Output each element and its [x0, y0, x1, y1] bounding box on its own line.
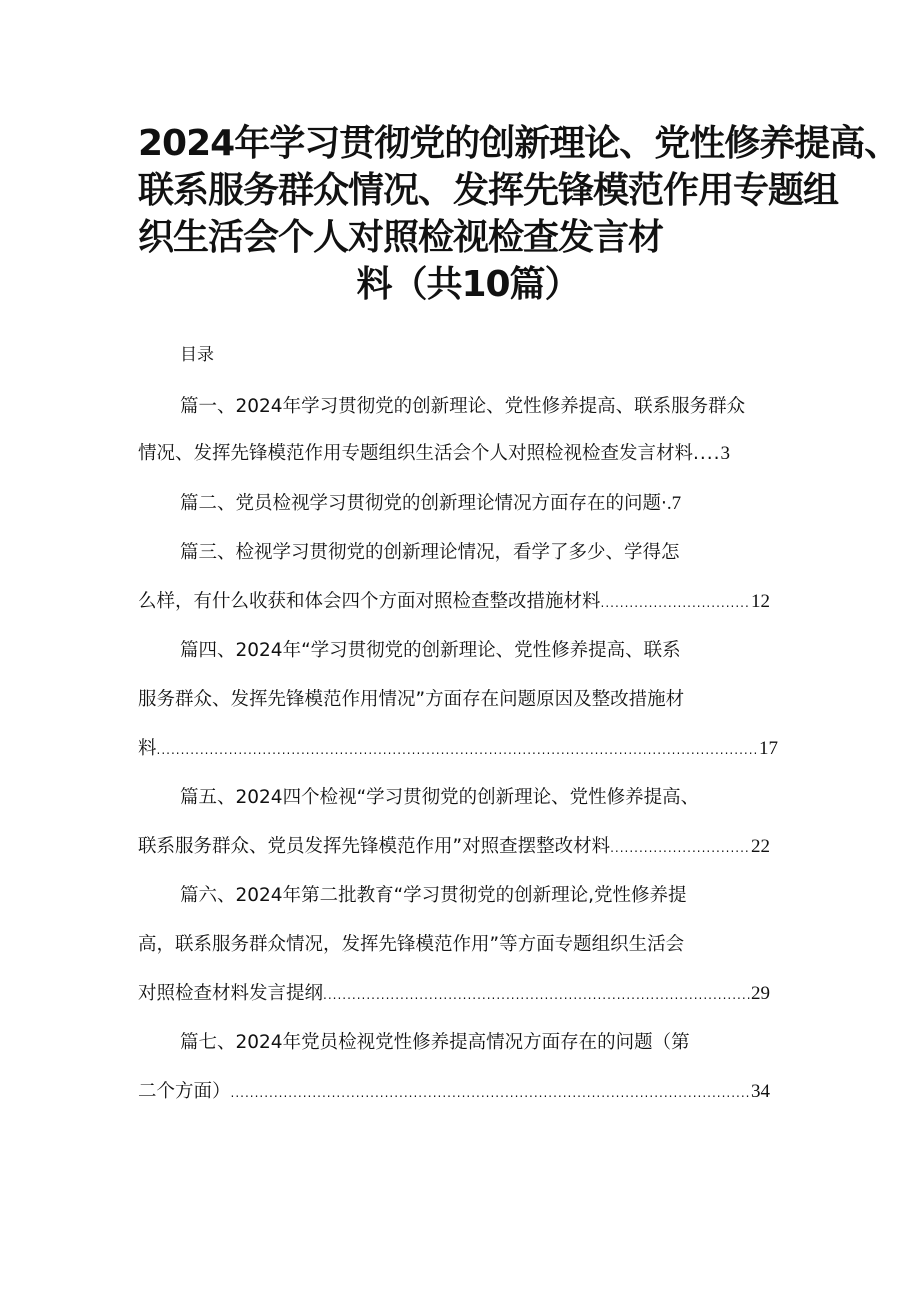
toc-entry-4-line-2: 服务群众、发挥先锋模范作用情况”方面存在问题原因及整改措施材 — [138, 689, 685, 710]
toc-entry-7-text: 二个方面） — [138, 1081, 231, 1102]
toc-entry-4-dots — [157, 737, 759, 763]
toc-entry-1-page: 3 — [720, 443, 731, 464]
toc-entry-6-page: 29 — [751, 983, 770, 1004]
toc-entry-3[interactable] — [138, 589, 770, 615]
document-title — [138, 120, 900, 308]
toc-entry-5-text: 联系服务群众、党员发挥先锋模范作用”对照查摆整改材料 — [138, 836, 611, 857]
toc-entry-6-line-1: 篇六、2024年第二批教育“学习贯彻党的创新理论,党性修养提 — [180, 885, 687, 906]
toc-entry-7-dots — [231, 1080, 751, 1106]
toc-entry-6-text: 对照检查材料发言提纲 — [138, 983, 324, 1004]
toc-entry-1-text: 情况、发挥先锋模范作用专题组织生活会个人对照检视检查发言材料 — [138, 443, 694, 464]
toc-entry-4-line-1: 篇四、2024年“学习贯彻党的创新理论、党性修养提高、联系 — [180, 640, 681, 661]
toc-entry-5-line-1: 篇五、2024四个检视“学习贯彻党的创新理论、党性修养提高、 — [180, 787, 700, 808]
toc-entry-2-text: 篇二、党员检视学习贯彻党的创新理论情况方面存在的问题 — [180, 493, 662, 514]
toc-entry-1[interactable] — [138, 441, 730, 467]
toc-entry-1-line-1: 篇一、2024年学习贯彻党的创新理论、党性修养提高、联系服务群众 — [180, 396, 746, 417]
toc-entry-3-line-1: 篇三、检视学习贯彻党的创新理论情况，看学了多少、学得怎 — [180, 542, 680, 563]
toc-entry-5-page: 22 — [751, 836, 770, 857]
toc-heading: 目录 — [180, 345, 214, 365]
toc-entry-3-text: 么样，有什么收获和体会四个方面对照检查整改措施材料 — [138, 591, 601, 612]
title-line-1: 2024年学习贯彻党的创新理论、党性修养提高、 — [138, 123, 900, 164]
toc-entry-7[interactable] — [138, 1079, 770, 1105]
toc-entry-6-line-2: 高，联系服务群众情况，发挥先锋模范作用”等方面专题组织生活会 — [138, 934, 685, 955]
toc-entry-4-page: 17 — [759, 738, 778, 759]
toc-entry-2[interactable] — [180, 491, 681, 517]
toc-entry-6-dots — [323, 982, 751, 1008]
title-line-3: 织生活会个人对照检视检查发言材 — [138, 217, 664, 258]
title-line-4: 料（共10篇） — [356, 264, 580, 305]
toc-entry-6[interactable] — [138, 981, 770, 1007]
title-line-2: 联系服务群众情况、发挥先锋模范作用专题组 — [138, 170, 839, 211]
toc-entry-7-page: 34 — [751, 1081, 770, 1102]
toc-entry-5-dots — [610, 835, 751, 861]
toc-entry-1-dots: .... — [693, 443, 721, 464]
toc-entry-3-page: 12 — [751, 591, 770, 612]
toc-entry-4-text: 料 — [138, 738, 157, 759]
toc-entry-5[interactable] — [138, 834, 770, 860]
toc-entry-4[interactable] — [138, 736, 778, 762]
toc-entry-7-line-1: 篇七、2024年党员检视党性修养提高情况方面存在的问题（第 — [180, 1032, 690, 1053]
toc-entry-2-page: .7 — [666, 493, 682, 514]
toc-entry-2-dots: · — [661, 493, 667, 514]
toc-entry-3-dots — [601, 590, 751, 616]
